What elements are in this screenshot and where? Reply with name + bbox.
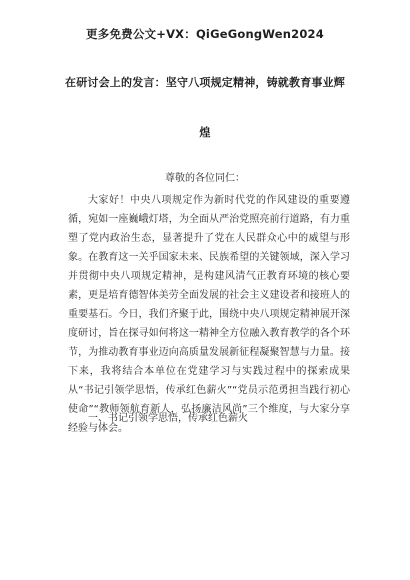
- section-heading-1: 一、书记引领学思悟，传承红色薪火: [88, 413, 248, 424]
- salutation: 尊敬的各位同仁：: [165, 173, 245, 184]
- document-title-line-1: 在研讨会上的发言：坚守八项规定精神，铸就教育事业辉: [65, 76, 345, 89]
- paragraph-opening: 大家好！中央八项规定作为新时代党的作风建设的重要遵循，宛如一座巍峨灯塔，为全面从严治党照亮前行道路，有力重塑了党内政治生态，显著提升了党在人民群众心中的威望与形象。在教育这一关乎国家未来、民族希望的关键领域，深入学习并贯彻中央八项规定精神，是构建风清气正教育环境的核心要素，更是培育德智体美劳全面发展的社会主义建设者和接班人的重要基石。今日，我们齐聚于此，围绕中央八项规定精神展开深度研讨，旨在探寻如何将这一精神全方位融入教育教学的各个环节，为推动教育事业迈向高质量发展新征程凝聚智慧与力量。接下来，我将结合本单位在党建学习与实践过程中的探索成果从“书记引领学思悟，传承红色薪火”“党员示范勇担当践行初心使命”“教师领航育新人，弘扬廉洁风尚”三个维度，与大家分享经验与体会。: [68, 195, 350, 434]
- document-title-line-2: 煌: [199, 126, 211, 139]
- watermark-banner: 更多免费公文+VX：QiGeGongWen2024: [86, 27, 324, 41]
- body-text: [68, 191, 350, 438]
